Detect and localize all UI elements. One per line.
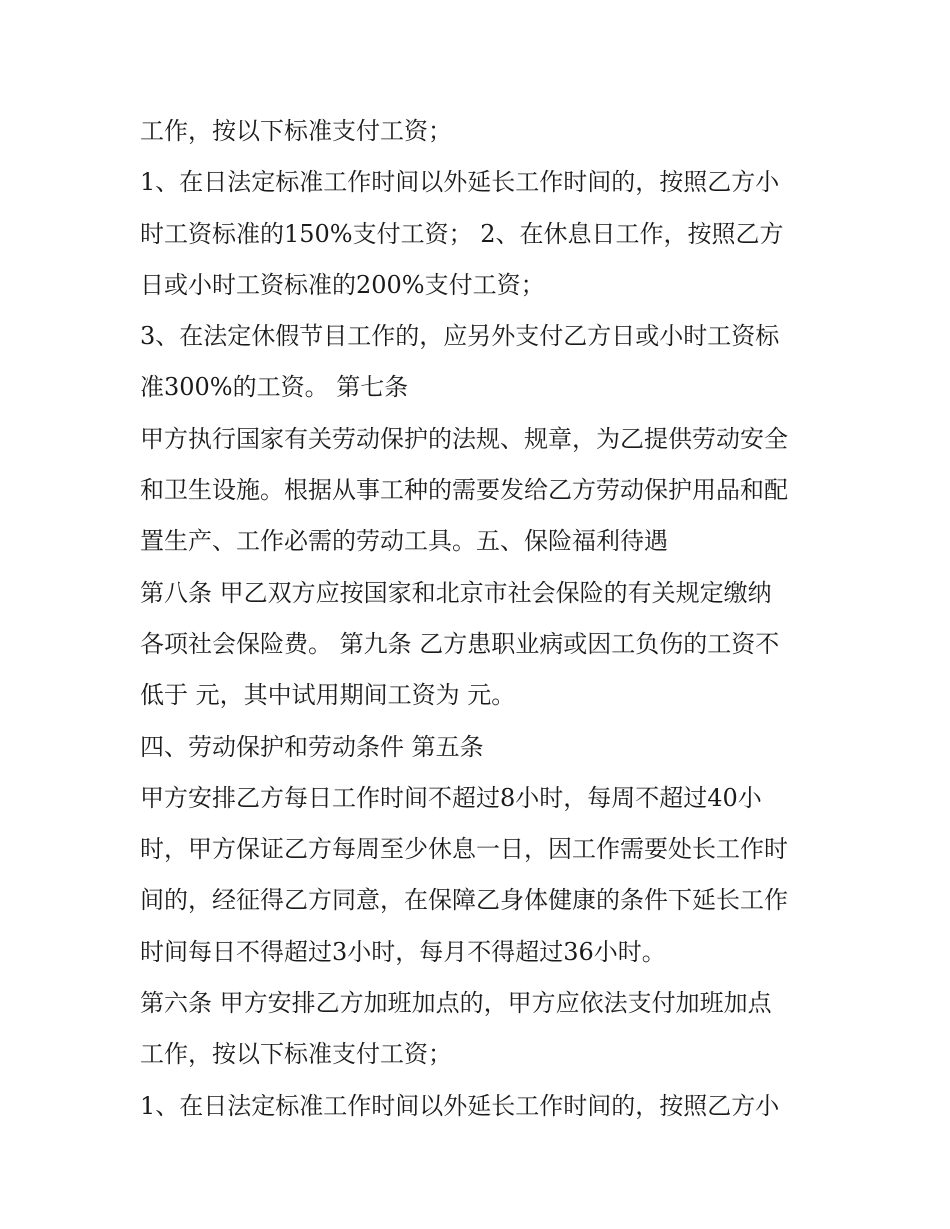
document-body xyxy=(140,106,830,1132)
text-line: 甲方安排乙方每日工作时间不超过8小时，每周不超过40小 xyxy=(140,783,762,812)
text-line: 置生产、工作必需的劳动工具。五、保险福利待遇 xyxy=(140,527,668,556)
text-line: 时间每日不得超过3小时，每月不得超过36小时。 xyxy=(140,937,666,966)
text-line: 工作，按以下标准支付工资； xyxy=(140,1040,452,1069)
text-line: 工作，按以下标准支付工资； xyxy=(140,117,452,145)
text-line: 时工资标准的150%支付工资； 2、在休息日工作，按照乙方 xyxy=(140,219,784,248)
text-line: 和卫生设施。根据从事工种的需要发给乙方劳动保护用品和配 xyxy=(140,476,788,505)
text-line: 准300%的工资。 第七条 xyxy=(140,373,409,402)
text-line: 第八条 甲乙双方应按国家和北京市社会保险的有关规定缴纳 xyxy=(140,578,772,607)
text-line: 四、劳动保护和劳动条件 第五条 xyxy=(140,732,484,761)
text-line: 时，甲方保证乙方每周至少休息一日，因工作需要处长工作时 xyxy=(140,835,788,864)
text-line: 低于 元，其中试用期间工资为 元。 xyxy=(140,681,516,710)
text-line: 日或小时工资标准的200%支付工资； xyxy=(140,270,545,299)
text-line: 1、在日法定标准工作时间以外延长工作时间的，按照乙方小 xyxy=(140,168,780,197)
text-line: 甲方执行国家有关劳动保护的法规、规章，为乙提供劳动安全 xyxy=(140,424,788,453)
text-line: 各项社会保险费。 第九条 乙方患职业病或因工负伤的工资不 xyxy=(140,629,780,658)
text-line: 间的，经征得乙方同意，在保障乙身体健康的条件下延长工作 xyxy=(140,886,788,915)
text-line: 1、在日法定标准工作时间以外延长工作时间的，按照乙方小 xyxy=(140,1091,780,1120)
text-line: 3、在法定休假节目工作的，应另外支付乙方日或小时工资标 xyxy=(140,322,780,351)
text-line: 第六条 甲方安排乙方加班加点的，甲方应依法支付加班加点 xyxy=(140,989,772,1018)
